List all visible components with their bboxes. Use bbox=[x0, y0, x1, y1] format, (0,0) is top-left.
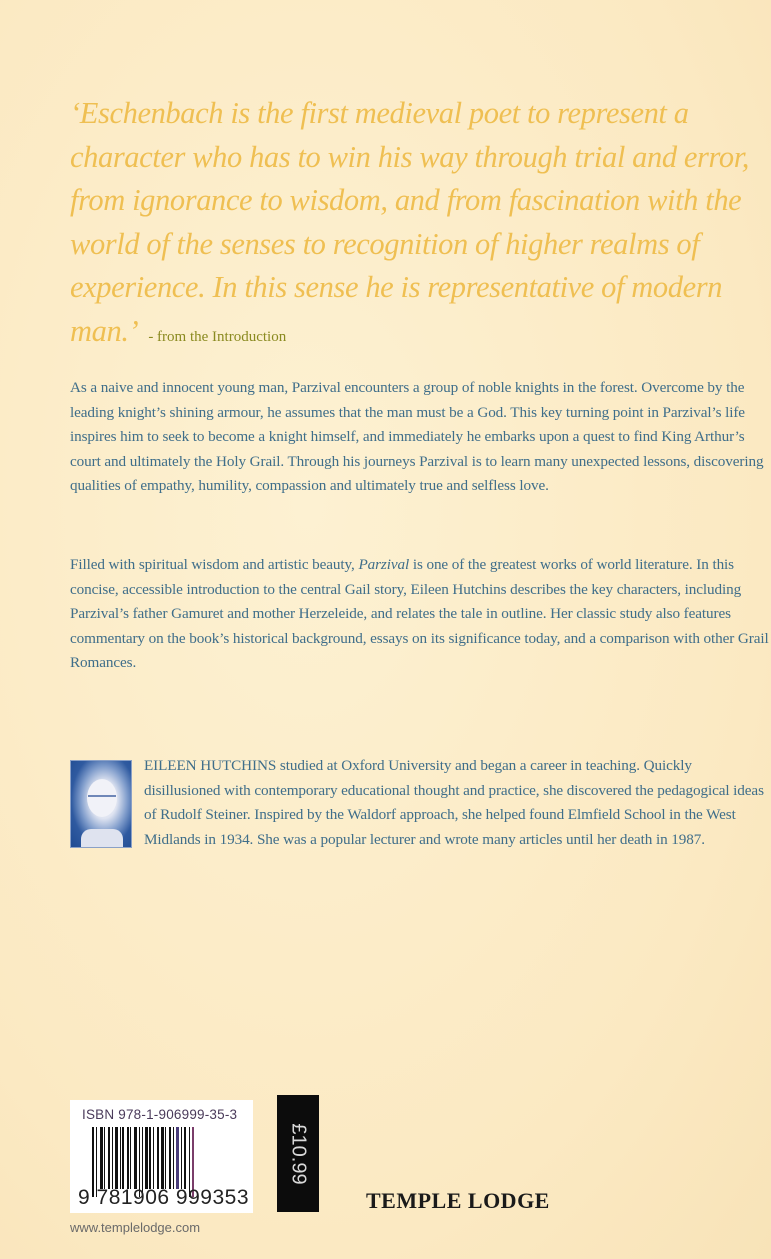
price-label bbox=[277, 1095, 319, 1212]
barcode-digits: 9 781906 999353 bbox=[78, 1186, 249, 1209]
paragraph-2-lead: Filled with spiritual wisdom and artistic beauty, bbox=[70, 556, 359, 573]
isbn-barcode bbox=[70, 1100, 253, 1213]
barcode-icon bbox=[92, 1127, 238, 1195]
portrait-collar bbox=[81, 829, 123, 847]
publisher-website: www.templelodge.com bbox=[70, 1220, 201, 1235]
quote-source: - from the Introduction bbox=[148, 328, 287, 345]
book-title: Parzival bbox=[358, 556, 410, 573]
author-portrait-icon bbox=[70, 760, 132, 848]
author-bio-text: EILEEN HUTCHINS studied at Oxford University and began a career in teaching. Quickly disillusioned with contemporary educational thought and practice, she discovered the pedagogical ideas of Rudolf Steiner. Inspired by the Waldorf approach, she helped found Elmfield School in the West Midlands in 1934. She was a popular lecturer and wrote many articles until her death in 1987. bbox=[144, 757, 764, 848]
portrait-glasses bbox=[88, 795, 116, 803]
pull-quote bbox=[70, 92, 770, 359]
description-paragraph-1: As a naive and innocent young man, Parzival encounters a group of noble knights in the forest. Overcome by the leading knight’s shining armour, he assumes that the man must be a God. This key turning point in Parzival’s life inspires him to seek to become a knight himself, and immediately he embarks upon a quest to find King Arthur’s court and ultimately the Holy Grail. Through his journeys Parzival is to learn many unexpected lessons, discovering qualities of empathy, humility, compassion and ultimately true and selfless love. bbox=[70, 379, 764, 494]
isbn-label: ISBN 978-1-906999-35-3 bbox=[82, 1107, 238, 1122]
paragraph-2-rest: is one of the greatest works of world literature. In this concise, accessible introduction to the central Gail story, Eileen Hutchins describes the key characters, including Parzival’s father Gamuret and mother Herzeleide, and relates the tale in outline. Her classic study also features commentary on the book’s historical background, essays on its significance today, and a comparison with other Grail Romances. bbox=[70, 556, 769, 671]
description-paragraph-2 bbox=[70, 553, 770, 676]
quote-text: ‘Eschenbach is the first medieval poet to represent a character who has to win his way through trial and error, from ignorance to wisdom, and from fascination with the world of the senses to recognition of higher realms of experience. In this sense he is representative of modern man.’ bbox=[70, 96, 750, 348]
author-bio bbox=[70, 754, 770, 852]
publisher-name: TEMPLE LODGE bbox=[366, 1188, 550, 1213]
price-text: £10.99 bbox=[287, 1122, 310, 1185]
